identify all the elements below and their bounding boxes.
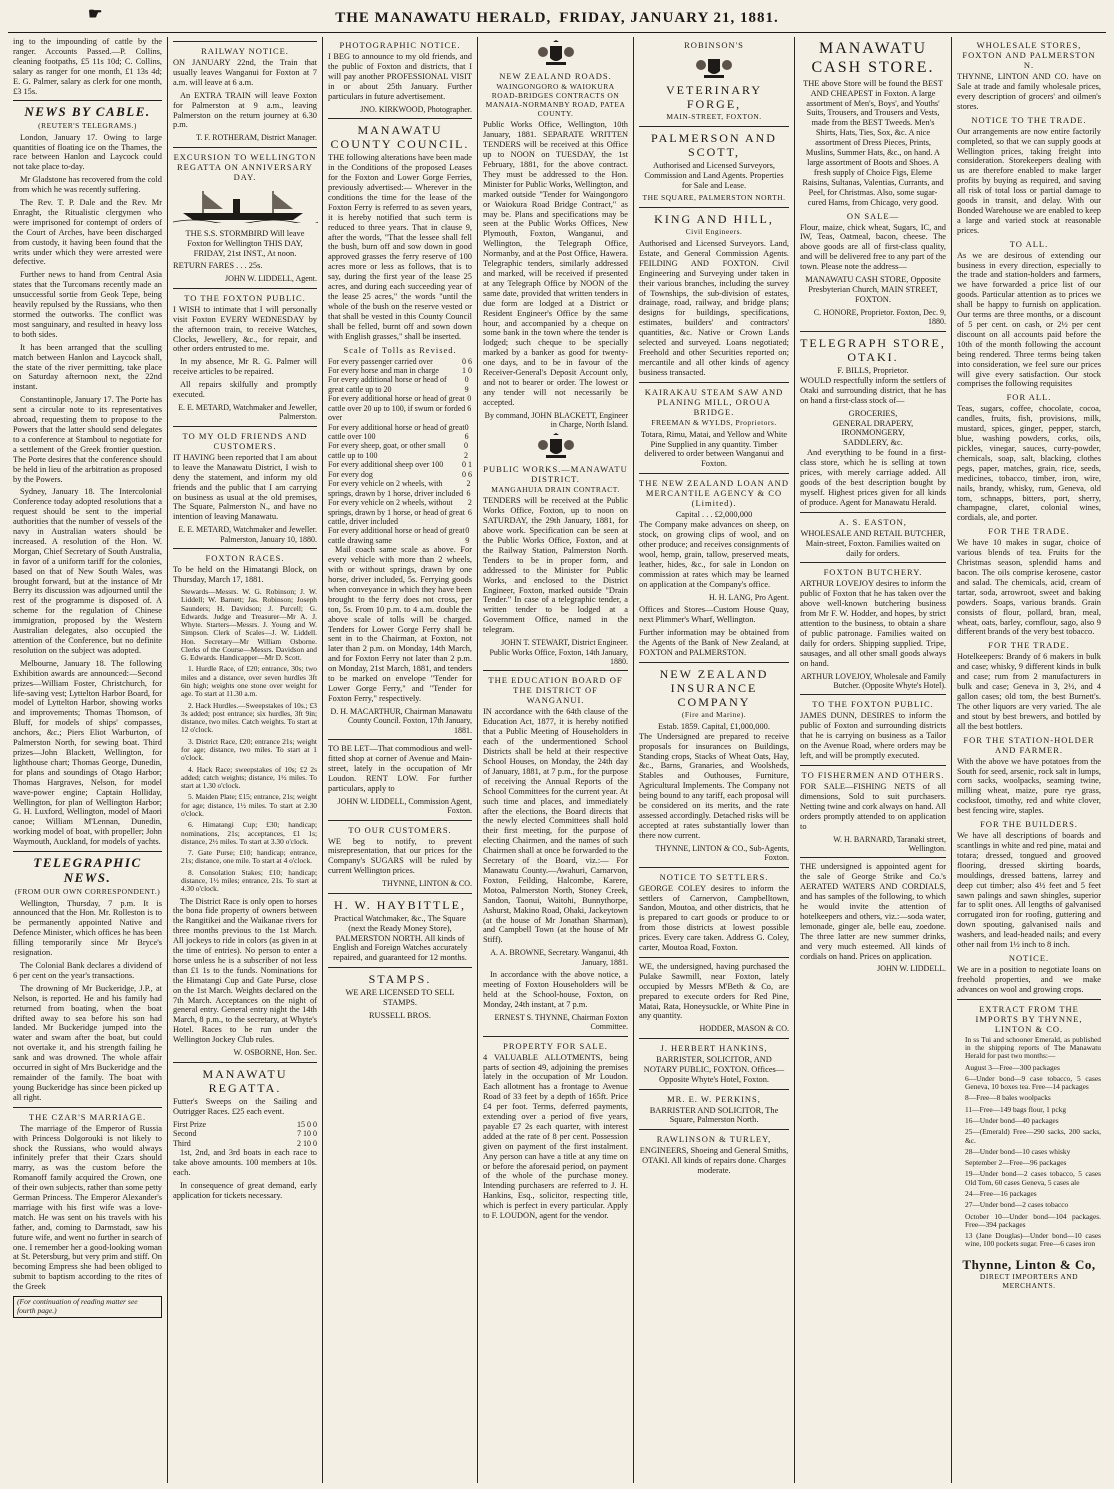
- column-4: [478, 37, 634, 1483]
- import-entry: 16—Under bond—40 packages: [965, 1115, 1059, 1125]
- stamps-heading: STAMPS.: [368, 972, 432, 987]
- notice-heading: NOTICE.: [1008, 952, 1050, 963]
- toll-value: 0 6: [462, 356, 472, 366]
- friends-text: IT HAVING been reported that I am about to leave the Manawatu District, I wish to deny the statement, and inform my old friends and the public that I am carrying on business as usual at the old premises, The Square, Palmerston N., and have no intention of leaving Manawatu.: [173, 452, 317, 522]
- czar-text: The marriage of the Emperor of Russia with Princess Dolgorouki is not likely to shock the Russians, who would always infinitely prefer that their Czars should marry, as was the custom before the Romanoff family acquired the Crown, one of their own subjects, rather than some petty German Princess. The Emperor Alexander's marriage with his first wife was a love-match. He was sent on his travels with his father, and, coming to Darmstadt, saw his future wife, and went no further in search of one. I remember her a good-looking woman at St. Petersburg, but very prim and stiff. On becoming Empress she had been obliged to submit to baptism according to the rites of the Greek: [13, 1123, 162, 1292]
- prize-row: [173, 1120, 317, 1129]
- tolls-heading: Scale of Tolls as Revised.: [343, 344, 457, 355]
- kairakau-heading: KAIRAKAU STEAM SAW AND PLANING MILL, OROUA BRIDGE.: [644, 386, 784, 417]
- customers-text: WE beg to notify, to prevent misrepresentation, that our prices for the Company's SUGARS will be ruled by current Wellington prices.: [328, 836, 472, 876]
- hodder-signature: HODDER, MASON & CO.: [699, 1024, 789, 1034]
- toll-value: 0 9: [465, 526, 470, 545]
- nz-loan-capital: Capital . . . £2,000,000: [675, 510, 753, 520]
- divider: [328, 893, 472, 894]
- cable-para: Mr Gladstone has recovered from the cold from which he was recently suffering.: [13, 175, 162, 195]
- to-all-text: As we are desirous of extending our business in every direction, especially to the trade and station-holders and farmers, we have forwarded a price list of our goods. Particular attention as to prices we shall be happy to furnish on application. Our terms are three months, or a discount of 5 per cent. on cash, or 2½ per cent discount on all accounts paid before the 10th of the month following the account being rendered. Three terms being taken into consideration, we feel sure our prices will give every satisfaction. Our stock comprises the following requisites: [957, 250, 1101, 389]
- nz-insurance-heading: NEW ZEALAND INSURANCE COMPANY: [659, 666, 769, 709]
- wholesale-stores-heading: WHOLESALE STORES, FOXTON AND PALMERSTON N.: [962, 40, 1096, 71]
- sawmill-text: WE, the undersigned, having purchased the Pulake Sawmill, near Foxton, lately occupied by Messrs M'Beth & Co, are prepared to execute orders for Red Pine, Matai, Rata, Honeysuckle, or White Pine in any quantity.: [639, 961, 789, 1021]
- toll-row: [328, 498, 472, 526]
- reuters-subheading: (REUTER'S TELEGRAMS.): [38, 120, 137, 130]
- metard-signature-2: E. E. METARD, Watchmaker and Jeweller. Palmerston, January 10, 1880.: [178, 525, 317, 544]
- public-text-3: All repairs skilfully and promptly executed.: [173, 380, 317, 400]
- import-entry: 8—Free—8 bales woolpacks: [965, 1093, 1051, 1103]
- prize-label: Third: [173, 1138, 191, 1148]
- import-entry: August 3—Free—300 packages: [965, 1062, 1060, 1072]
- lang-signature: H. H. LANG, Pro Agent.: [709, 592, 789, 602]
- divider: [639, 1038, 789, 1039]
- dunn-heading: TO THE FOXTON PUBLIC.: [812, 699, 934, 710]
- hotelkeepers-text: Hotelkeepers: Brandy of 6 makers in bulk and case; whisky, 9 different kinds in bulk and case; rum from 2 manufacturers in bulk and case; Geneva in 3, 2½, and 4 gallon cases; old tom, the best Burnett's. The other liquors are very varied. The ale and stout by best brewers, and bottled by all the best bottlers.: [957, 652, 1101, 731]
- property-text: 4 VALUABLE ALLOTMENTS, being parts of section 49, adjoining the premises lately in the occupation of Mr Loudon. Each allotment has a frontage to Avenue Road of 33 feet by a depth of 165ft. Price £4 per foot. Terms, deferred payments, extending over a period of five years, payable £7 2s each quarter, with interest added at the rate of 8 per cent. Possession given on payment of the first instalment. Any person can have a title at any time on or before the aforesaid period, on payment of the whole of the purchase money. Intending purchasers are referred to J. H. Hankins, Esq., solicitor, respecting title, which is perfect in every particular. Apply to F. LOUDON, agent for the vendor.: [483, 1052, 628, 1221]
- prize-value: 15 0 0: [297, 1119, 317, 1129]
- column-6: [795, 37, 952, 1483]
- tele-para: The Colonial Bank declares a dividend of 6 per cent on the year's transactions.: [13, 960, 162, 980]
- telegraph-text: WOULD respectfully inform the settlers of Otaki and surrounding district, that he has on hand a first-class stock of—: [800, 375, 946, 405]
- toll-item: For every additional horse or head of great cattle over 100: [328, 422, 465, 442]
- cordials-text: THE undersigned is appointed agent for the sale of George Strike and Co.'s AERATED WATERS AND CORDIALS, and has samples of the following, to which he would invite the attention of hotelkeepers and others, viz.:—soda water, lemonade, ginger ale, belle eau, zoedone. The three latter are new summer drinks, and very much esteemed. All kinds of cordials on hand. Prices on application.: [800, 862, 946, 961]
- nz-loan-text: The Company make advances on sheep, on stock, on growing clips of wool, and on other produce; and receives consignments of wool, hemp, grain, tallow, preserved meats, leather, hides, &c., for sale in London on commission at rates which may be learned on application at the Company's office.: [639, 520, 789, 589]
- tele-para: Wellington, Thursday, 7 p.m. It is announced that the Hon. Mr. Rolleston is to be permanently appointed Native and Defence Minister, which offices he has been filling temporarily since Mr Bryce's resignation.: [13, 898, 162, 958]
- prize-label: First Prize: [173, 1119, 207, 1129]
- importers-sub: DIRECT IMPORTERS AND MERCHANTS.: [979, 1271, 1079, 1290]
- for-trade-text: We have 10 makes in sugar, choice of various blends of tea. Fruits for the Christmas season, splendid hams and bacon. The oils comprise kerosene, castor and salad. The chemicals, acid, cream of tartar, soda, arrowroot, sweet and baking powders. Soaps, various brands. Grain consists of flour, pollard, bran, meal, wheat, oats, barley, cornflour, sago, also 9 different brands of the very best tobacco.: [957, 538, 1101, 637]
- notice-text: We are in a position to negotiate loans on freehold properties, and we make advances on wool and growing crops.: [957, 964, 1101, 994]
- nz-insurance-text: The Undersigned are prepared to receive proposals for insurances on Buildings, Standing crops, Stacks of Wheat Oats, Hay, &c., Barns, Granaries, and Woolsheds, Stables and Outhouses, Furniture, Agricultural Implements. The Company not being bound to any tariff, each proposal will be considered on its merits, and the rate assessed accordingly. Detached risks will be accepted at rates substantially lower than there now current.: [639, 731, 789, 840]
- divider: [639, 207, 789, 208]
- photo-heading: PHOTOGRAPHIC NOTICE.: [339, 40, 461, 50]
- toll-value: 0 9: [464, 375, 469, 394]
- import-entry: 13 (Jane Douglas)—Under bond—10 cases wine, 100 pockets sugar. Free—6 cases iron: [965, 1231, 1101, 1249]
- stamps-text: WE ARE LICENSED TO SELL STAMPS.: [345, 988, 455, 1008]
- toll-item: For every dog: [328, 469, 373, 479]
- railway-text-2: An EXTRA TRAIN will leave Foxton for Palmerston at 9 a.m., leaving Palmerston on the return journey at 6.30 p.m.: [173, 90, 317, 130]
- toll-item: For every additional horse or head of great cattle over 20 up to 100, if swum or forded over: [328, 394, 466, 423]
- to-let-text: TO BE LET—That commodious and well-fitted shop at corner of Avenue and Main-street, lately in the occupation of Mr Loudon. RENT LOW. For further particulars, apply to: [328, 744, 472, 793]
- race-item: 3. District Race, £20; entrance 21s; weight for age; distance, two miles. To start at 1 o'clock.: [181, 736, 317, 763]
- prize-row: [173, 1129, 317, 1138]
- prize-label: Second: [173, 1129, 197, 1139]
- public-text: I WISH to intimate that I will personally visit Foxton EVERY WEDNESDAY by the afternoon train, to receive Watches, Clocks, Jewellery, &c., for repair, and other orders entrusted to me.: [173, 304, 317, 354]
- pointing-hand-icon: ☛: [88, 6, 104, 23]
- races-intro: To be held on the Himatangi Block, on Thursday, March 17, 1881.: [173, 565, 317, 585]
- import-entry: September 2—Free—96 packages: [965, 1158, 1067, 1168]
- czar-heading: THE CZAR'S MARRIAGE.: [28, 1111, 147, 1122]
- royal-arms-icon: [483, 40, 628, 68]
- race-item: 8. Consolation Stakes; £10; handicap; distance, 1½ miles; entrance, 21s. To start at 4.30 o'clock.: [181, 867, 317, 894]
- toll-item: For every additional horse or head of great cattle up to 20: [328, 375, 447, 394]
- goods-item: GROCERIES,: [848, 408, 898, 418]
- public-text-2: In my absence, Mr R. G. Palmer will receive articles to be repaired.: [173, 357, 317, 377]
- to-all-heading: TO ALL.: [1009, 238, 1049, 249]
- race-item: 5. Maiden Plate; £15; entrance, 21s; weight for age; distance, 1½ miles. To start at 2.30 o'clock.: [181, 792, 317, 818]
- toll-row: [328, 460, 472, 469]
- toll-row: [328, 366, 472, 375]
- friends-heading: TO MY OLD FRIENDS AND CUSTOMERS.: [182, 430, 308, 451]
- divider: [483, 670, 628, 671]
- nz-loan-info: Further information may be obtained from the Agents of the Bank of New Zealand, at FOXTON and PALMERSTON.: [639, 627, 789, 657]
- toll-value: 0 6: [464, 422, 469, 442]
- cable-para: Constantinople, January 17. The Porte has sent a circular note to its representatives abroad, requesting them to propose to the Powers that the latter should send delegates to a conference at Stamboul to negotiate for a settlement of the Greek frontier question. The Porte desires that the conference should be held in lieu of the arbitration as proposed by the Powers.: [13, 395, 162, 484]
- divider: [173, 426, 317, 427]
- toll-row: [328, 357, 472, 366]
- on-sale-heading: ON SALE—: [846, 210, 900, 221]
- tolls-footer: Mail coach same scale as above. For every vehicle with more than 2 wheels, with or without springs, drawn by one horse, driver included, 5s. Ferrying goods when conveyance in which they have been brought to the ferry does not cross, per ton, 5s. From 10 p.m. to 4 a.m. double the above scale of tolls will be charged. Tenders for Lower Gorge Ferry shall be sent in to the Chairman, at Foxton, not later than 2 p.m. on Monday, 14th March, and for Foxton Ferry not later than 2 p.m. on Monday, 21st March, 1881, and tenders to be marked on envelope "Tender for Lower Gorge Ferry," and "Tender for Foxton Ferry," respectively.: [328, 545, 472, 703]
- property-heading: PROPERTY FOR SALE.: [503, 1040, 608, 1051]
- divider: [328, 739, 472, 740]
- divider: [483, 1036, 628, 1037]
- settlers-heading: NOTICE TO SETTLERS.: [659, 871, 769, 882]
- toll-item: For every additional sheep over 100: [328, 460, 444, 470]
- for-trade-heading: FOR THE TRADE.: [988, 526, 1070, 537]
- browne-signature: A. A. BROWNE, Secretary. Wanganui, 4th January, 1881.: [490, 948, 628, 967]
- railway-signature: T. F. ROTHERAM, District Manager.: [196, 133, 317, 143]
- divider: [800, 331, 946, 332]
- barnard-signature: W. H. BARNARD, Taranaki street, Wellington.: [833, 834, 946, 853]
- goods-item: GENERAL DRAPERY,: [832, 418, 914, 428]
- macarthur-signature: D. H. MACARTHUR, Chairman Manawatu County Council. Foxton, 17th January, 1881.: [330, 706, 472, 735]
- roads-text: Public Works Office, Wellington, 10th January, 1881. SEPARATE WRITTEN TENDERS will be received at this Office up to NOON on TUESDAY, the 1st February, 1881, for the above contract. They must be addressed to the Hon. Minister for Public Works, Wellington, and marked outside "Tender for Waingongoro or Waiokura Road Bridge Contract," as may be. Plans and specifications may be seen at the Public Works Offices, New Plymouth, Foxton, Wanganui, and Wellington, the Telegraph Office, Normanby, and at the Post Office, Hawera. Telegraphic tenders, similarly addressed and marked, will be received if presented at any Telegraph Office by NOON of the same date, provided that written tenders in due form are lodged at a District or Resident Engineer's Office by the same hour, and accompanied by a cheque on some bank in the town where the tender is lodged; such cheque to be specially marked by a banker as good for twenty-one days, and to be in favour of the Receiver-General's Deposit Account only, and not to bearer or order. The lowest or any tender will not necessarily be accepted.: [483, 120, 628, 407]
- liddell-cordials-signature: JOHN W. LIDDELL.: [877, 964, 946, 974]
- race-item: 7. Gate Purse; £10; handicap; entrance, 21s; distance, one mile. To start at 4 o'clock.: [181, 848, 317, 866]
- race-item: 4. Hack Race; sweepstakes of 10s; £2 2s added; catch weights; distance, 1½ miles. To start at 1.30 o'clock.: [181, 764, 317, 791]
- import-entry: 24—Free—16 packages: [965, 1188, 1037, 1198]
- column-3: [323, 37, 478, 1483]
- toll-value: 0 6: [462, 469, 472, 479]
- nz-insurance-sub: (Fire and Marine).: [681, 709, 747, 719]
- toll-value: 2 6: [466, 479, 471, 498]
- import-entry: 6—Under bond—9 case tobacco, 5 cases Geneva, 10 boxes tea. Free—14 packages: [965, 1073, 1101, 1092]
- thynne-chairman-signature: ERNEST S. THYNNE, Chairman Foxton Committee.: [494, 1012, 628, 1032]
- perkins-text: BARRISTER AND SOLICITOR, The Square, Palmerston North.: [649, 1105, 779, 1125]
- telegraphic-subheading: (FROM OUR OWN CORRESPONDENT.): [14, 886, 161, 896]
- liddell-signature: JOHN W. LIDDELL, Agent.: [225, 274, 317, 284]
- divider: [957, 999, 1101, 1000]
- dunn-text: JAMES DUNN, DESIRES to inform the public of Foxton and surrounding districts that he is carrying on business as a Tailor on the Avenue Road, where orders may be left, and will be promptly executed.: [800, 711, 946, 761]
- divider: [800, 694, 946, 695]
- rawlinson-heading: RAWLINSON & TURLEY,: [656, 1134, 772, 1145]
- toll-value: 1 0: [462, 365, 472, 375]
- bills-signature: F. BILLS, Proprietor.: [837, 365, 909, 375]
- cable-para: The Rev. T. P. Dale and the Rev. Mr Enraght, the Ritualistic clergymen who were imprisoned for contempt of orders of the Court of Arches, have been discharged from custody, it having been found that the writs under which they were arrested were defective.: [13, 198, 162, 267]
- toll-row: [328, 479, 472, 498]
- trade-notice-heading: NOTICE TO THE TRADE.: [971, 114, 1087, 125]
- robinsons-label: ROBINSON'S: [684, 40, 744, 50]
- toll-value: 0 6: [467, 394, 472, 413]
- race-item: 2. Hack Hurdles.—Sweepstakes of 10s.; £3 3s added; post entrance; six hurdles, 3ft 9in; distance, two miles. Catch weights. To start at 12 o'clock.: [181, 700, 317, 735]
- fishing-text: FOR SALE—FISHING NETS of all dimensions, Sold to suit purchasers. Netting twine and cork always on hand. All orders promptly attended to on application to: [800, 782, 946, 831]
- continuation-note: (For continuation of reading matter see fourth page.): [13, 1296, 162, 1318]
- races-footer: The District Race is only open to horses the bona fide property of owners between the Rangitikei and the Waikanae rivers for three months previous to the 1st March. All jockeys to ride in colors (as given in at the time of entries). No person to enter a horse unless he is a subscriber of not less than £1 1s to the funds. Nominations for the Himatangi Cup and Gate Purse, close on the 1st March. Weights declared on the 7th March. Acceptances on the night of general entry. General entry night the 14th March, 8 p.m., to the secretary, at Whyte's Hotel. Races to be run under the Wellington Jockey Club rules.: [173, 896, 317, 1045]
- race-item: 1. Hurdle Race, of £20; entrance, 30s; two miles and a distance, over seven hurdles 3ft 6in high; weights one stone over weight for age. To start at 11.30 a.m.: [181, 664, 317, 699]
- toll-item: For every sheep, goat, or other small cattle up to 100: [328, 441, 446, 460]
- station-holder-heading: FOR THE STATION-HOLDER AND FARMER.: [963, 734, 1095, 755]
- prize-value: 7 10 0: [297, 1129, 317, 1139]
- king-hill-text: Authorised and Licensed Surveyors. Land, Estate, and General Commission Agents. FEILDING AND FOXTON. Civil Engineering and Surveying under taken in their various branches, including the survey of Townships, the sub-division of estates, drainage, road, railway, and bridge plans; designs for buildings, specifications, estimates, builders' and contractors' quantities, &c. Native or Crown Lands selected and surveyed. Loans negotiated; Freehold and other Securities reported on; mercantile and all other kinds of agency business transacted.: [639, 239, 789, 377]
- regatta-heading: MANAWATU REGATTA.: [202, 1066, 288, 1095]
- builders-text: We have all descriptions of boards and scantlings in white and red pine, matai and totara; dressed, tongued and grooved flooring, dressed skirting boards, mouldings, dressed battens, larrey and deep cut timber; also 4½ feet and 5 feet sawn palings and sawn shingles, superior far to split ones. All lengths of galvanised corrugated iron for roofing, guttering and down spouting, galvanised nails and washers, and lead-headed nails; and every other nail from 1½ inch to 8 inch.: [957, 831, 1101, 950]
- cable-para: Sydney, January 18. The Intercolonial Conference today adopted resolutions that a request should be sent to the imperial authorities that the number of vessels of the navy in Australian waters should be increased. A resolution of the Hon. W. Morgan, Chief Secretary of South Australia, in favor of a uniform tariff for the colonies, based on that of New South Wales, was brought forward, but at the instance of Mr Berry its discussion was adjourned until the rest of the programme is disposed of. A scheme for the regulation of Chinese immigration, proposed by the Western Australian delegates, also occupied the attention of the Conference, but no definite resolution on the subject was adopted.: [13, 487, 162, 655]
- cable-para: It has been arranged that the sculling match between Hanlon and Laycock shall, the state of the river permitting, take place on Saturday afternoon next, the 22nd instant.: [13, 342, 162, 392]
- import-entry: 28—Under bond—10 cases whisky: [965, 1146, 1071, 1156]
- column-5: [634, 37, 795, 1483]
- royal-arms-icon: [483, 433, 628, 461]
- divider: [639, 867, 789, 868]
- return-fares: RETURN FARES . . . 25s.: [173, 261, 263, 271]
- divider: [639, 957, 789, 958]
- steamship-icon: [173, 187, 318, 223]
- palmerson-scott-heading: PALMERSON AND SCOTT,: [651, 131, 777, 160]
- cash-store-heading: MANAWATU CASH STORE.: [811, 40, 935, 76]
- prize-row: [173, 1139, 317, 1148]
- lovejoy-signature: ARTHUR LOVEJOY, Wholesale and Family Butcher. (Opposite Whyte's Hotel).: [800, 671, 946, 691]
- divider: [173, 41, 317, 42]
- stormbird-text: THE S.S. STORMBIRD Will leave Foxton for Wellington THIS DAY, FRIDAY, 21st INST., At noon.: [185, 228, 305, 258]
- divider: [173, 288, 317, 289]
- haybittle-text: Practical Watchmaker, &c., The Square (next the Ready Money Store), PALMERSTON NORTH. All kinds of English and Foreign Watches accurately repaired, and guaranteed for 12 months.: [332, 913, 468, 963]
- drain-text: TENDERS will be received at the Public Works Office, Foxton, up to noon on SATURDAY, the 29th January, 1881, for above work. Specification can be seen at the Public Works Office, Foxton, and at the Railway Station, Palmerston North. Tenders to be in proper form, and addressed to the Minister for Public Works, and enclosed to the District Engineer, Foxton, marked outside "Drain Tender." In case of a telegraphic tender, a written tender to be lodged at a Government Office, named in the telegram.: [483, 496, 628, 635]
- metard-signature: E. E. METARD, Watchmaker and Jeweller, Palmerston.: [178, 402, 317, 422]
- toll-row: [328, 423, 472, 442]
- toll-row: [328, 375, 472, 394]
- nz-insurance-est: Estab. 1859. Capital, £1,000,000.: [658, 721, 770, 731]
- toll-item: For every vehicle on 2 wheels, with springs, drawn by 1 horse, driver included: [328, 479, 464, 498]
- customers-heading: TO OUR CUSTOMERS.: [348, 824, 452, 835]
- prize-value: 2 10 0: [297, 1138, 317, 1148]
- railway-text: ON JANUARY 22nd, the Train that usually leaves Wanganui for Foxton at 7 a.m. will leave at 6 a.m.: [173, 58, 317, 87]
- blackett-signature: By command, JOHN BLACKETT, Engineer in Charge, North Island.: [484, 410, 628, 430]
- photo-text: I BEG to announce to my old friends, and the public of Foxton and districts, that I will pay another PROFESSIONAL VISIT in or about 25th January. Further particulars in future advertisement.: [328, 52, 472, 101]
- prizes-footer: 1st, 2nd, and 3rd boats in each race to take above amounts. 100 members at 10s. each.: [173, 1147, 317, 1177]
- palmerson-address: THE SQUARE, PALMERSTON NORTH.: [642, 193, 786, 203]
- nz-loan-offices: Offices and Stores—Custom House Quay, next Plimmer's Wharf, Wellington.: [639, 604, 789, 624]
- osborne-signature: W. OSBORNE, Hon. Sec.: [233, 1048, 317, 1058]
- king-hill-heading: KING AND HILL,: [654, 212, 774, 227]
- divider: [800, 562, 946, 563]
- columns: [8, 33, 1106, 1483]
- for-all-heading: FOR ALL.: [1006, 392, 1052, 403]
- rawlinson-text: ENGINEERS, Shoeing and General Smiths, OTAKI. All kinds of repairs done. Charges moderate.: [639, 1146, 789, 1176]
- palmerson-text: Authorised and Licensed Surveyors, Commission and Land Agents. Properties for Sale and Lease.: [644, 161, 784, 191]
- thynne-linton-footer: Thynne, Linton & Co,: [962, 1256, 1096, 1272]
- divider: [639, 1089, 789, 1090]
- imports-heading: EXTRACT FROM THE IMPORTS BY THYNNE, LINTON & CO.: [975, 1003, 1083, 1034]
- toll-value: 0 2: [463, 441, 468, 460]
- import-entry: 11—Free—149 bags flour, 1 pckg: [965, 1104, 1067, 1114]
- foxton-butchery-heading: FOXTON BUTCHERY.: [823, 567, 923, 578]
- cable-para: London, January 17. Owing to large quantities of floating ice on the Thames, the race between Hanlon and Laycock could not take place to-day.: [13, 132, 162, 172]
- imports-intro: In ss Tui and schooner Emerald, as published in the shipping reports of The Manawatu Herald for past two months:—: [965, 1034, 1101, 1061]
- toll-item: For every passenger carried over: [328, 356, 433, 366]
- cable-para: Melbourne, January 18. The following Exhibition awards are announced:—Second prizes—William Foster, Christchurch, for life-saving vest; Lyttelton Harbor Board, for model of Lyttelton Harbor, showing works and improvements; Thomas Thomson, of Bluff, for models of ships' compasses, anchors, &c.; Piers Eliot Warburton, of Palmerston North, for sewing boat. Third prizes—John Blackett, Wellington, for lighthouse chart; Thomas George, Dunedin, for plans and soundings of Otago Harbor; Thomas Hargraves, Nelson, for model wave-power engine; Captain Holliday, Wellington, for plan of Wellington Harbor; G. H. Luxford, Wellington, model of Maori canoe; William M'Lennan, Dunedin, working model of boat, with propeller; John Waymouth, Auckland, for models of yachts.: [13, 658, 162, 847]
- station-holder-text: With the above we have potatoes from the South for seed, arsenic, rock salt in lumps, corn sacks, woolpacks, seaming twine, milling wheat, maize, pure rye grass, cocksfoot, timothy, red and white clover, best fencing wire, staples.: [957, 756, 1101, 816]
- russell-signature: RUSSELL BROS.: [368, 1011, 432, 1021]
- divider: [328, 820, 472, 821]
- goods-item: SADDLERY, &c.: [843, 438, 903, 448]
- kairakau-sub: FREEMAN & WYLDS, Proprietors.: [651, 417, 777, 427]
- divider: [639, 1129, 789, 1130]
- veterinary-forge-heading: VETERINARY FORGE,: [666, 83, 762, 112]
- stewart-signature: JOHN T. STEWART, District Engineer. Public Works Office, Foxton, 14th January, 1880.: [489, 638, 628, 666]
- education-text-2: In accordance with the above notice, a meeting of Foxton Householders will be held at the School-house, Foxton, on Monday, 24th instant, at 7 p.m.: [483, 970, 628, 1009]
- king-hill-sub: Civil Engineers.: [685, 227, 743, 237]
- honore-signature: C. HONORE, Proprietor. Foxton, Dec. 9, 1880.: [813, 307, 946, 327]
- goods-item: IRONMONGERY,: [841, 428, 905, 438]
- council-text: THE following alterations have been made in the Conditions of the proposed Leases for the Foxton and Lower Gorge Ferries, previously advertised:— Wherever in the conditions the time for the lease of the Foxton Ferry is referred to as seven years, it is hereby notified that such term is reduced to three years. That in clause 9, after the words, "That the lessee shall fell the bush, burn off and sow down in good approved grasses the ferry reserve of 100 acres more or less as follows, that is to say, during the first year of the lease 25 acres, and during each succeeding year of the lease 25 acres," the words "until the whole of the bush on the reserve vested or that shall be vested in this County Council shall be felled, burnt off and sown down with English grasses," shall be inserted.: [328, 153, 472, 341]
- kirkwood-signature: JNO. KIRKWOOD, Photographer.: [360, 104, 472, 114]
- import-entry: 25—(Emerald) Free—290 sacks, 200 sacks, &c.: [965, 1127, 1101, 1145]
- royal-arms-icon: [639, 53, 789, 81]
- demand-text: In consequence of great demand, early application for tickets necessary.: [173, 1180, 317, 1200]
- regatta-text: Futter's Sweeps on the Sailing and Outrigger Races. £25 each event.: [173, 1096, 317, 1116]
- divider: [328, 967, 472, 968]
- cash-store-address: MANAWATU CASH STORE, Opposite Presbyterian Church, MAIN STREET, FOXTON.: [805, 275, 941, 304]
- divider: [800, 857, 946, 858]
- import-entry: 19—Under bond—2 cases tobacco, 5 cases Old Tom, 60 cases Geneva, 5 cases ale: [965, 1169, 1101, 1187]
- divider: [639, 126, 789, 127]
- hotelkeepers-heading: FOR THE TRADE.: [988, 640, 1070, 651]
- telegraphic-news-heading: TELEGRAPHIC NEWS.: [13, 851, 162, 886]
- builders-heading: FOR THE BUILDERS.: [980, 819, 1078, 830]
- divider: [800, 765, 946, 766]
- railway-notice-heading: RAILWAY NOTICE.: [201, 46, 289, 56]
- race-item: 6. Himatangi Cup; £30; handicap; nominations, 21s; acceptances, £1 1s; distance, 2½ miles. To start at 3.30 o'clock.: [181, 820, 317, 846]
- education-text: IN accordance with the 64th clause of the Education Act, 1877, it is hereby notified that a Public Meeting of Householders in each of the undermentioned School Districts shall be held at their respective School Houses, on Monday, the 24th day of January, 1881, at 7 p.m., for the purpose of receiving the Annual Reports of the School Committees for the current year. At such time and places, and immediately after the elections, the Board directs that the newly elected Committees shall hold their first meeting, for the purpose of electing Chairmen, and the names of such Chairmen shall at once be forwarded to the Secretary of the Board, viz.:— For Manawatu County.—Awahuri, Carnarvon, Foxton, Feilding, Halcombe, Karere, Motoa, Palmerston North, Stoney Creek, Sandon, Taonui, Waitohi, Bunnythorpe, Ashurst, Makino Road, Ohaki, Jackeytown (at the house of Mr Jonathan Sharman), and Campbell Town (at the house of Mr Stiff).: [483, 707, 628, 945]
- masthead-title: THE MANAWATU HERALD,: [335, 10, 552, 27]
- toll-value: 2 6: [467, 498, 472, 517]
- county-council-heading: MANAWATU COUNTY COUNCIL.: [330, 122, 470, 152]
- masthead-date: FRIDAY, JANUARY 21, 1881.: [559, 10, 779, 27]
- settlers-text: GEORGE COLEY desires to inform the settlers of Carnervon, Campbelltown, Sandon, Moutoa, and other districts, that he is prepared to cart goods or produce to or from those districts at lowest possible prices. Every care taken. Address G. Coley, carter, Moutoa Road, Foxton.: [639, 883, 789, 953]
- toll-row: [328, 470, 472, 479]
- divider: [173, 1062, 317, 1063]
- perkins-heading: MR. E. W. PERKINS,: [667, 1093, 761, 1104]
- telegraph-store-heading: TELEGRAPH STORE, OTAKI.: [800, 335, 946, 364]
- for-all-text: Teas, sugars, coffee, chocolate, cocoa, candles, fruits, fish, provisions, milk, mustard, spices, ginger, pepper, starch, blue, washing powders, corks, oils, pickles, vinegar, sauces, curry-powder, chemicals, soap, salt, blacking, clothes pegs, paper, matches, grain, rice, seeds, medicines, tobacco, timber, iron, wire, nails, brandy, whisky, rum, Geneva, old tom, schnapps, bitters, port, sherry, champagne, claret, colonial wines, cordials, ale, and porter.: [957, 404, 1101, 523]
- kairakau-text: Totara, Rimu, Matai, and Yellow and White Pine Supplied in any quantity. Timber delivered to order between Wanganui and Foxton.: [640, 429, 788, 469]
- import-entry: 27—Under bond—2 cases tobacco: [965, 1200, 1069, 1210]
- divider: [173, 548, 317, 549]
- toll-row: [328, 526, 472, 545]
- thynne-subagents-signature: THYNNE, LINTON & CO., Sub-Agents, Foxton.: [655, 843, 789, 863]
- news-by-cable-heading: NEWS BY CABLE.: [13, 100, 162, 119]
- butchery-text: ARTHUR LOVEJOY desires to inform the public of Foxton that he has taken over the above well-known butchering business from Mr F. W. Hodder, and hopes, by strict attention to the business, to obtain a share of public patronage. Families waited on daily for orders. Shipping supplied. Tripe, sausages, and all other small goods always on hand.: [800, 579, 946, 668]
- masthead: [8, 6, 1106, 33]
- wholesale-text: THYNNE, LINTON AND CO. have on Sale at trade and family wholesale prices, every description of grocers' and oilmen's stores.: [957, 72, 1101, 111]
- divider: [639, 473, 789, 474]
- column-2: [168, 37, 323, 1483]
- easton-heading: A. S. EASTON,: [839, 516, 907, 527]
- liddell-signature: JOHN W. LIDDELL, Commission Agent, Foxton.: [337, 796, 472, 816]
- toll-item: For every vehicle on 2 wheels, without springs, drawn by 1 horse, or head of great cattle, driver included: [328, 498, 465, 526]
- excursion-heading: EXCURSION TO WELLINGTON REGATTA ON ANNIVERSARY DAY.: [173, 151, 317, 182]
- toll-row: [328, 441, 472, 460]
- foxton-races-heading: FOXTON RACES.: [205, 553, 285, 564]
- thynne-signature: THYNNE, LINTON & CO.: [382, 879, 472, 889]
- telegraph-text-2: And everything to be found in a first-class store, which he is selling at town prices, with merely carriage added. All goods of the best description bought by myself. Highest prices given for all kinds of produce. Agent for Manawatu Herald.: [800, 448, 946, 507]
- hankins-text: BARRISTER, SOLICITOR, AND NOTARY PUBLIC, FOXTON. Offices—Opposite Whyte's Hotel, Foxton.: [643, 1054, 785, 1084]
- nz-roads-heading: NEW ZEALAND ROADS.: [499, 71, 612, 81]
- toll-row: [328, 394, 472, 422]
- toll-item: For every horse and man in charge: [328, 365, 439, 375]
- nz-roads-sub: WAINGONGORO & WAIOKURA ROAD-BRIDGES CONTRACTS ON MANAIA-NORMANBY ROAD, PATEA COUNTY.: [485, 82, 626, 118]
- toll-value: 0 1: [462, 460, 472, 470]
- divider: [13, 1107, 162, 1108]
- fishermen-heading: TO FISHERMEN AND OTHERS.: [801, 770, 945, 780]
- divider: [639, 382, 789, 383]
- on-sale-text: Flour, maize, chick wheat, Sugars, IC, and IW, Teas, Oatmeal, bacon, cheese. The above goods are all of first-class quality, and will be delivered free to any part of the town. Please note the address—: [800, 222, 946, 272]
- vet-address: MAIN-STREET, FOXTON.: [666, 112, 762, 122]
- public-works-heading: PUBLIC WORKS.—MANAWATU DISTRICT.: [483, 463, 628, 484]
- trade-text: Our arrangements are now entire factorily completed, so that we can supply goods at Wellington prices, taking freight into consideration. Storekeepers dealing with us are therefore enabled to make larger profits by buying as required, and saving all risk of total loss or partial damage to goods in transit, and delay. With our Bonded Warehouse we are enabled to keep a large and varied stock at reasonable prices.: [957, 126, 1101, 235]
- cable-para: Further news to hand from Central Asia states that the Turcomans recently made an unsuccessful sortie from Geok Tepe, being heavily repulsed by the Russians, who then stormed the outworks. The conflict was most sanguinary, and resulted in heavy loss to both sides.: [13, 270, 162, 339]
- education-heading: THE EDUCATION BOARD OF THE DISTRICT OF WANGANUI.: [488, 675, 623, 706]
- races-stewards: Stewards—Messrs. W. G. Robinson; J. W. Liddell; W. Barnett; Jas. Robinson; Joseph Saunders; H. Davidson; J. Purcell; G. Edwards. Judge and Treasurer—Mr A. J. Whyte. Starters—Messrs. J. Young and W. Simpson. Clerk of Scales—J. W. Liddell. Hon. Secretary—Mr William Osborne. Clerks of the Course—Messrs. Davidson and G. Edwards. Handicapper—Mr D. Scott.: [181, 586, 317, 663]
- foxton-public-heading: TO THE FOXTON PUBLIC.: [184, 292, 306, 303]
- column-1: [8, 37, 168, 1483]
- toll-item: For every additional horse or head of great cattle drawing same: [328, 526, 465, 545]
- drain-sub: MANGAHUIA DRAIN CONTRACT.: [491, 484, 620, 494]
- divider: [639, 662, 789, 663]
- divider: [173, 147, 317, 148]
- haybittle-heading: H. W. HAYBITTLE,: [334, 897, 466, 912]
- cash-store-text: THE above Store will be found the BEST AND CHEAPEST in Foxton. A large assortment of Men's, Boys', and Youths' Suits, Trousers, and Trousers and Vests, made from the BEST Tweeds. Men's Shirts, Hats, Ties, Sox, &c. A nice assortment of Dress Pieces, Prints, Muslins, Summer Hats, &c., on hand. A large assortment of Boots and Shoes. A fresh supply of Choice Figs, Eleme Raisins, Sultanas, Valentias, Currants, and Peel, for Christmas. Also, some sugar-cured Hams, from Chicago, very good.: [802, 78, 944, 207]
- nz-loan-heading: THE NEW ZEALAND LOAN AND MERCANTILE AGENCY & CO (Limited).: [639, 478, 789, 509]
- divider: [800, 512, 946, 513]
- divider: [328, 118, 472, 119]
- easton-text: WHOLESALE AND RETAIL BUTCHER, Main-street, Foxton. Families waited on daily for orders.: [800, 528, 946, 558]
- import-entry: October 10—Under bond—104 packages. Free—394 packages: [965, 1211, 1101, 1229]
- hankins-heading: J. HERBERT HANKINS,: [660, 1042, 768, 1053]
- council-accounts: ing to the impounding of cattle by the ranger. Accounts Passed.—P. Collins, cleaning footpaths, £5 11s 10d; C. Collins, salary as ranger for one month, £1 13s 4d; E. G. Palmer, salary as clerk for one month, £3 15s.: [13, 37, 162, 96]
- column-7: [952, 37, 1106, 1483]
- tele-para: The drowning of Mr Buckeridge, J.P., at Nelson, is reported. He and his family had returned from boating, when the boat drifted away to sea before his son had landed. Mr Buckeridge jumped into the water and swam after the boat, but could not overtake it, and his strength failing he sank and was drowned. The whole affair occurred in sight of Mrs Buckeridge and the remainder of the family. The boat with young Buckeridge has since been picked up all right.: [13, 983, 162, 1102]
